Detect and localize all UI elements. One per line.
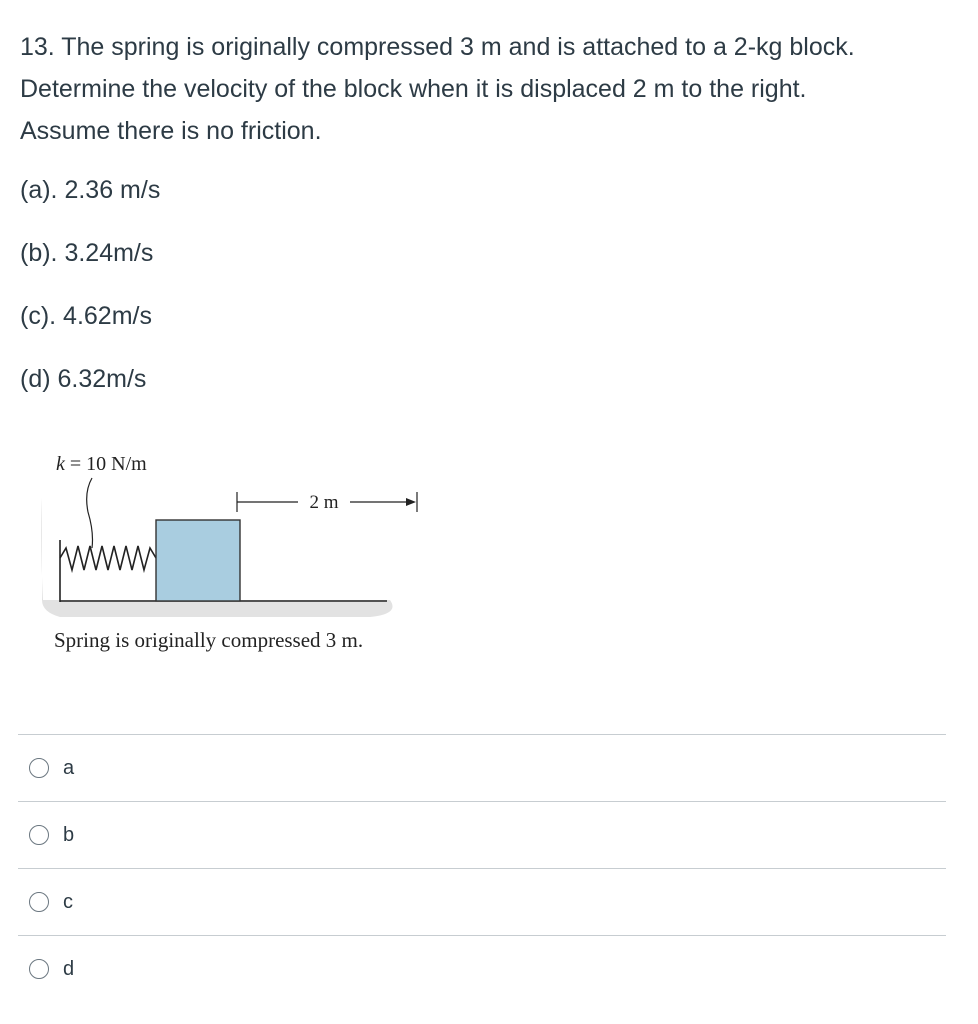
answer-label: d xyxy=(63,957,75,980)
k-leader-line xyxy=(87,478,93,548)
question-line: 13. The spring is originally compressed 3 m and is attached to a 2-kg block. xyxy=(20,33,855,61)
answer-option-c[interactable] xyxy=(18,868,946,935)
radio-button[interactable] xyxy=(29,825,49,845)
answer-option-d[interactable] xyxy=(18,935,946,1002)
spring-constant-label xyxy=(56,453,147,475)
choice-a-text: (a). 2.36 m/s xyxy=(20,176,161,204)
k-symbol: k xyxy=(56,453,65,475)
choice-d-text: (d) 6.32m/s xyxy=(20,365,147,393)
question-line: Assume there is no friction. xyxy=(20,117,322,145)
answer-option-a[interactable] xyxy=(18,734,946,801)
answer-label: a xyxy=(63,756,75,779)
question-line: Determine the velocity of the block when it is displaced 2 m to the right. xyxy=(20,75,807,103)
distance-label: 2 m xyxy=(309,492,339,513)
spring-block-figure xyxy=(40,440,460,670)
radio-button[interactable] xyxy=(29,892,49,912)
choice-b-text: (b). 3.24m/s xyxy=(20,239,154,267)
answer-list xyxy=(18,734,946,1002)
answer-label: b xyxy=(63,823,75,846)
dimension-arrowhead xyxy=(406,498,416,506)
radio-button[interactable] xyxy=(29,758,49,778)
answer-option-b[interactable] xyxy=(18,801,946,868)
question-text xyxy=(20,26,960,152)
spring-coil xyxy=(60,546,156,570)
block xyxy=(156,520,240,601)
radio-button[interactable] xyxy=(29,959,49,979)
figure-caption: Spring is originally compressed 3 m. xyxy=(54,628,364,652)
choice-c-text: (c). 4.62m/s xyxy=(20,302,152,330)
answer-label: c xyxy=(63,890,73,913)
k-value: = 10 N/m xyxy=(64,453,147,475)
